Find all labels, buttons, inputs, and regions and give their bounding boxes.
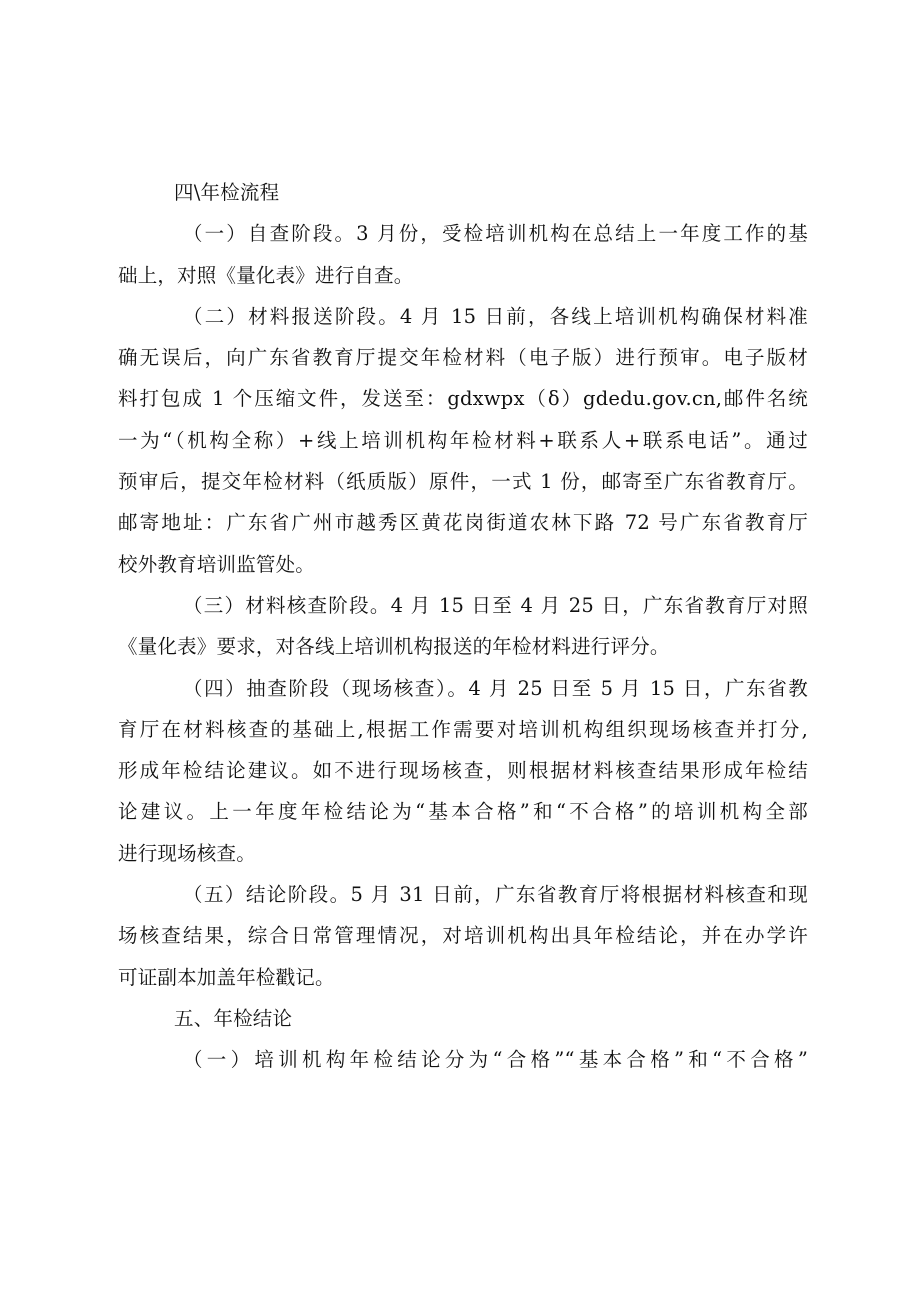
paragraph-line: 预审后，提交年检材料（纸质版）原件，一式 1 份，邮寄至广东省教育厅。 [118,470,808,494]
paragraph-line: 础上，对照《量化表》进行自查。 [118,263,414,287]
paragraph-line: （一）自查阶段。3 月份，受检培训机构在总结上一年度工作的基 [183,222,808,246]
paragraph-line: （二）材料报送阶段。4 月 15 日前，各线上培训机构确保材料准 [183,304,808,328]
section-heading-annual-inspection-conclusion: 五、年检结论 [174,1006,293,1030]
paragraph-line: 邮寄地址：广东省广州市越秀区黄花岗街道农林下路 72 号广东省教育厅 [118,511,808,535]
paragraph-line: 《量化表》要求，对各线上培训机构报送的年检材料进行评分。 [118,635,670,659]
paragraph-line: 可证副本加盖年检戳记。 [118,965,335,989]
document-body [118,172,808,1081]
paragraph-line: （四）抽查阶段（现场核查）。4 月 25 日至 5 月 15 日，广东省教 [183,676,808,700]
section-heading-annual-inspection-process: 四\年检流程 [174,181,280,204]
paragraph-line: 校外教育培训监管处。 [118,552,316,576]
paragraph-line: （五）结论阶段。5 月 31 日前，广东省教育厅将根据材料核查和现 [183,883,808,907]
paragraph-line: 料打包成 1 个压缩文件，发送至：gdxwpx（δ）gdedu.gov.cn,邮件名统 [118,387,808,411]
paragraph-line: （三）材料核查阶段。4 月 15 日至 4 月 25 日，广东省教育厅对照 [183,593,808,617]
paragraph-line: 论建议。上一年度年检结论为“基本合格”和“不合格”的培训机构全部 [118,800,808,824]
paragraph-line: 一为“（机构全称）+线上培训机构年检材料+联系人+联系电话”。通过 [118,428,808,452]
paragraph-line: （一）培训机构年检结论分为“合格”“基本合格”和“不合格” [183,1048,808,1072]
paragraph-line: 形成年检结论建议。如不进行现场核查，则根据材料核查结果形成年检结 [118,759,808,783]
paragraph-line: 进行现场核查。 [118,841,256,865]
paragraph-line: 育厅在材料核查的基础上,根据工作需要对培训机构组织现场核查并打分, [118,717,808,741]
paragraph-line: 确无误后，向广东省教育厅提交年检材料（电子版）进行预审。电子版材 [118,346,808,370]
paragraph-line: 场核查结果，综合日常管理情况，对培训机构出具年检结论，并在办学许 [118,924,808,948]
